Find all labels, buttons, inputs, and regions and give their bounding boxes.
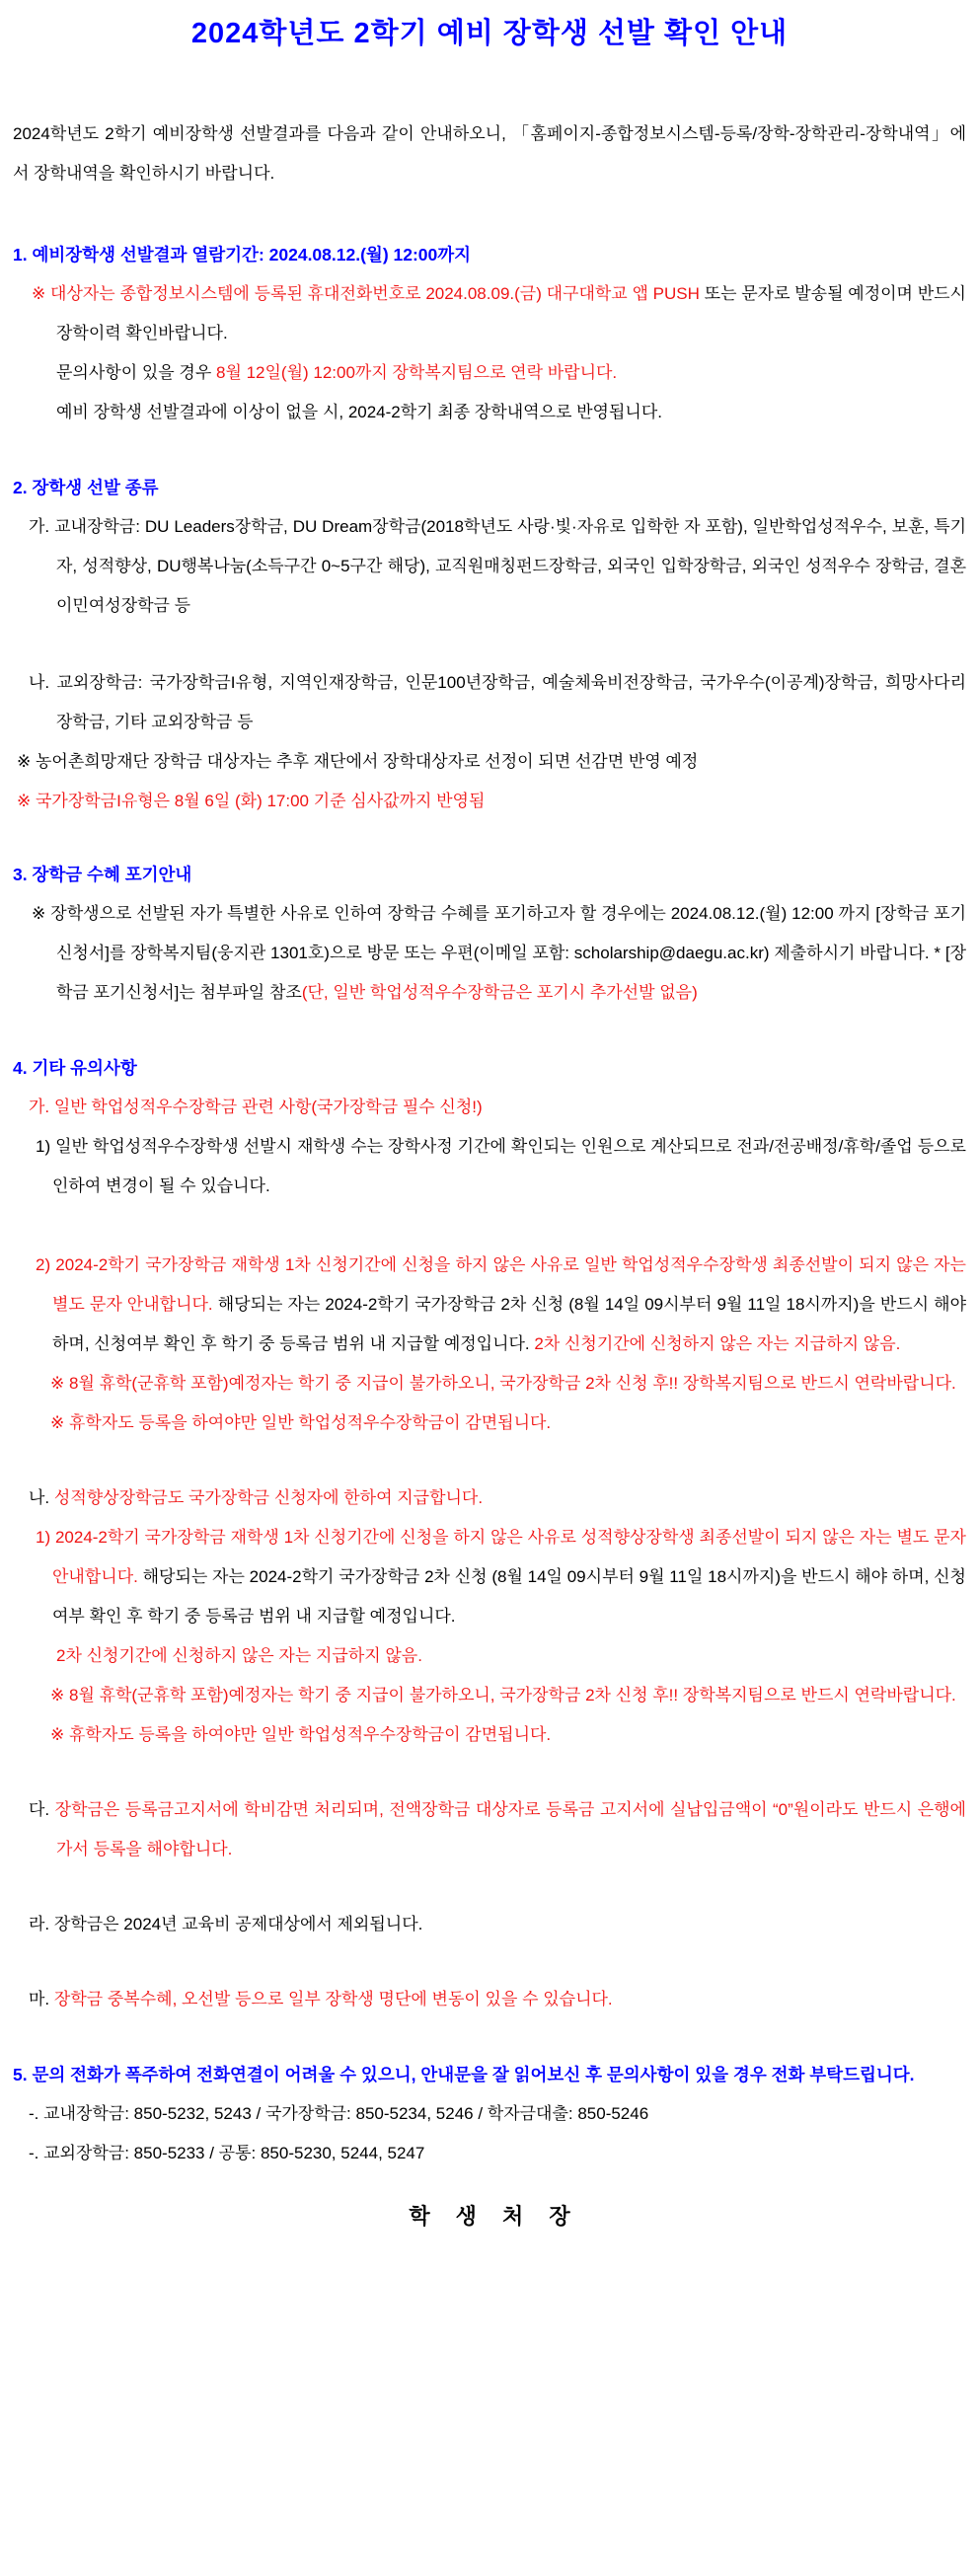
- item-marker: 가.: [29, 517, 50, 536]
- s4-na-note-leave: [13, 1676, 966, 1715]
- s1-notice-contact: [13, 353, 966, 393]
- item-marker: ※: [50, 1413, 65, 1432]
- item-marker: 1): [36, 1137, 51, 1156]
- s4-ga-note-leave: [13, 1364, 966, 1403]
- section-5-heading: 5. 문의 전화가 폭주하여 전화연결이 어려울 수 있으니, 안내문을 잘 읽어보신 후 문의사항이 있을 경우 전화 부탁드립니다.: [13, 2065, 915, 2084]
- item-marker: ※: [32, 284, 46, 303]
- run-black: 장학생으로 선발된 자가 특별한 사유로 인하여 장학금 수혜를 포기하고자 할 경우에는 2024.08.12.(월) 12:00 까지 [장학금 포기신청서]를 장학복지팀(웅지관 1301호)으로 방문 또는 우편(이메일 포함: scholarship@daegu.ac.kr) 제출하시기 바랍니다. * [장학금 포기신청서]는 첨부파일 참조: [50, 904, 966, 1002]
- item-marker: 나.: [29, 1488, 50, 1507]
- run-red: 장학금은 등록금고지서에 학비감면 처리되며, 전액장학금 대상자로 등록금 고지서에 실납입금액이 “0”원이라도 반드시 은행에 가서 등록을 해야합니다.: [54, 1800, 966, 1858]
- run-red: (단, 일반 학업성적우수장학금은 포기시 추가선발 없음): [301, 983, 698, 1002]
- item-marker: ※: [32, 904, 46, 923]
- run-red: 2024-2학기 국가장학금 재학생 1차 신청기간에 신청을 하지 않은 사유로 성적향상장학생 최종선발이 되지 않은 자는 별도 문자 안내합니다.: [52, 1528, 966, 1586]
- s4-item-ra: [13, 1905, 966, 1944]
- run-black: 해당되는 자는 2024-2학기 국가장학금 2차 신청 (8월 14일 09시부터 9월 11일 18시까지)을 반드시 해야 하며, 신청여부 확인 후 학기 중 등록금 범위 내 지급할 예정입니다.: [52, 1295, 966, 1353]
- s4-na-note-register: [13, 1715, 966, 1755]
- run-black: 일반 학업성적우수장학생 선발시 재학생 수는 장학사정 기간에 확인되는 인원으로 계산되므로 전과/전공배정/휴학/졸업 등으로 인하여 변경이 될 수 있습니다.: [52, 1137, 966, 1195]
- item-marker: 다.: [29, 1800, 50, 1819]
- run-red: 장학금 중복수혜, 오선발 등으로 일부 장학생 명단에 변동이 있을 수 있습니다.: [53, 1990, 613, 2008]
- s5-phone-internal: -. 교내장학금: 850-5232, 5243 / 국가장학금: 850-5234, 5246 / 학자금대출: 850-5246: [29, 2104, 649, 2123]
- run-black: 농어촌희망재단 장학금 대상자는 추후 재단에서 장학대상자로 선정이 되면 선감면 반영 예정: [35, 752, 699, 771]
- s4-ga-sub-2: [13, 1246, 966, 1364]
- item-marker: ※: [17, 752, 32, 771]
- s5-phone-external: -. 교외장학금: 850-5233 / 공통: 850-5230, 5244, 5247: [29, 2144, 425, 2162]
- run-red: 2024-2학기 국가장학금 재학생 1차 신청기간에 신청을 하지 않은 사유로 일반 학업성적우수장학생 최종선발이 되지 않은 자는 별도 문자 안내합니다.: [52, 1255, 966, 1314]
- item-marker: 마.: [29, 1990, 50, 2008]
- run-red: 8월 12일(월) 12:00까지 장학복지팀으로 연락 바랍니다.: [215, 363, 618, 382]
- signature-student-affairs-dean: 학 생 처 장: [409, 2204, 580, 2229]
- s4-na-sub-1-supplement: 2차 신청기간에 신청하지 않은 자는 지급하지 않음.: [56, 1646, 422, 1665]
- s4-ga-note-register: [13, 1403, 966, 1443]
- run-black: 문의사항이 있을 경우: [56, 363, 212, 382]
- item-marker: ※: [17, 792, 32, 810]
- s2-note-rural-foundation: [13, 742, 966, 782]
- s4-item-ma: [13, 1980, 966, 2019]
- run-red: 2차 신청기간에 신청하지 않은 자는 지급하지 않음.: [534, 1334, 901, 1353]
- run-red: 휴학자도 등록을 하여야만 일반 학업성적우수장학금이 감면됩니다.: [68, 1725, 552, 1744]
- item-marker: 2): [36, 1255, 51, 1274]
- s1-notice-final: 예비 장학생 선발결과에 이상이 없을 시, 2024-2학기 최종 장학내역으로 반영됩니다.: [56, 403, 662, 421]
- section-3-heading: 3. 장학금 수혜 포기안내: [13, 865, 192, 884]
- item-marker: 1): [36, 1528, 51, 1547]
- notice-document: [0, 12, 979, 2236]
- s4-item-ga-title: 가. 일반 학업성적우수장학금 관련 사항(국가장학금 필수 신청!): [29, 1098, 483, 1116]
- run-red: 국가장학금I유형은 8월 6일 (화) 17:00 기준 심사값까지 반영됨: [35, 792, 486, 810]
- section-1-heading: 1. 예비장학생 선발결과 열람기간: 2024.08.12.(월) 12:00까지: [13, 245, 472, 265]
- s1-notice-push: [13, 274, 966, 353]
- run-red: 8월 휴학(군휴학 포함)예정자는 학기 중 지급이 불가하오니, 국가장학금 2차 신청 후!! 장학복지팀으로 반드시 연락바랍니다.: [68, 1686, 956, 1705]
- s4-na-sub-1: [13, 1518, 966, 1636]
- item-marker: ※: [50, 1686, 65, 1705]
- s2-item-internal-scholarship: [13, 507, 966, 626]
- run-black: 또는 문자로 발송될 예정이며 반드시 장학이력 확인바랍니다.: [56, 284, 966, 342]
- run-red: 성적향상장학금도 국가장학금 신청자에 한하여 지급합니다.: [53, 1488, 484, 1507]
- s2-item-external-scholarship: [13, 663, 966, 742]
- item-marker: ※: [50, 1374, 65, 1393]
- run-black: 장학금은 2024년 교육비 공제대상에서 제외됩니다.: [53, 1915, 423, 1933]
- run-black: 교내장학금: DU Leaders장학금, DU Dream장학금(2018학년도 사랑·빛·자유로 입학한 자 포함), 일반학업성적우수, 보훈, 특기자, 성적향상, DU행복나눔(소득구간 0~5구간 해당), 교직원매칭펀드장학금, 외국인 입학장학금, 외국인 성적우수 장학금, 결혼이민여성장학금 등: [54, 517, 966, 615]
- s2-note-national-type1: [13, 782, 966, 821]
- item-marker: ※: [50, 1725, 65, 1744]
- s4-item-da: [13, 1790, 966, 1869]
- section-2-heading: 2. 장학생 선발 종류: [13, 478, 159, 497]
- item-marker: 라.: [29, 1915, 50, 1933]
- s3-notice-waiver: [13, 894, 966, 1013]
- run-black: 교외장학금: 국가장학금I유형, 지역인재장학금, 인문100년장학금, 예술체육비전장학금, 국가우수(이공계)장학금, 희망사다리 장학금, 기타 교외장학금 등: [56, 673, 966, 731]
- document-title: 2024학년도 2학기 예비 장학생 선발 확인 안내: [190, 18, 789, 49]
- intro-paragraph: 2024학년도 2학기 예비장학생 선발결과를 다음과 같이 안내하오니, 「홈페이지-종합정보시스템-등록/장학-장학관리-장학내역」에서 장학내역을 확인하시기 바랍니다.: [13, 124, 966, 183]
- s4-ga-sub-1: [13, 1127, 966, 1206]
- item-marker: 나.: [29, 673, 50, 692]
- run-black: 해당되는 자는 2024-2학기 국가장학금 2차 신청 (8월 14일 09시부터 9월 11일 18시까지)을 반드시 해야 하며, 신청여부 확인 후 학기 중 등록금 범위 내 지급할 예정입니다.: [52, 1567, 966, 1626]
- run-red: 대상자는 종합정보시스템에 등록된 휴대전화번호로 2024.08.09.(금) 대구대학교 앱 PUSH: [50, 284, 700, 303]
- section-4-heading: 4. 기타 유의사항: [13, 1058, 137, 1078]
- run-red: 휴학자도 등록을 하여야만 일반 학업성적우수장학금이 감면됩니다.: [68, 1413, 552, 1432]
- s4-item-na: [13, 1478, 966, 1518]
- run-red: 8월 휴학(군휴학 포함)예정자는 학기 중 지급이 불가하오니, 국가장학금 2차 신청 후!! 장학복지팀으로 반드시 연락바랍니다.: [68, 1374, 956, 1393]
